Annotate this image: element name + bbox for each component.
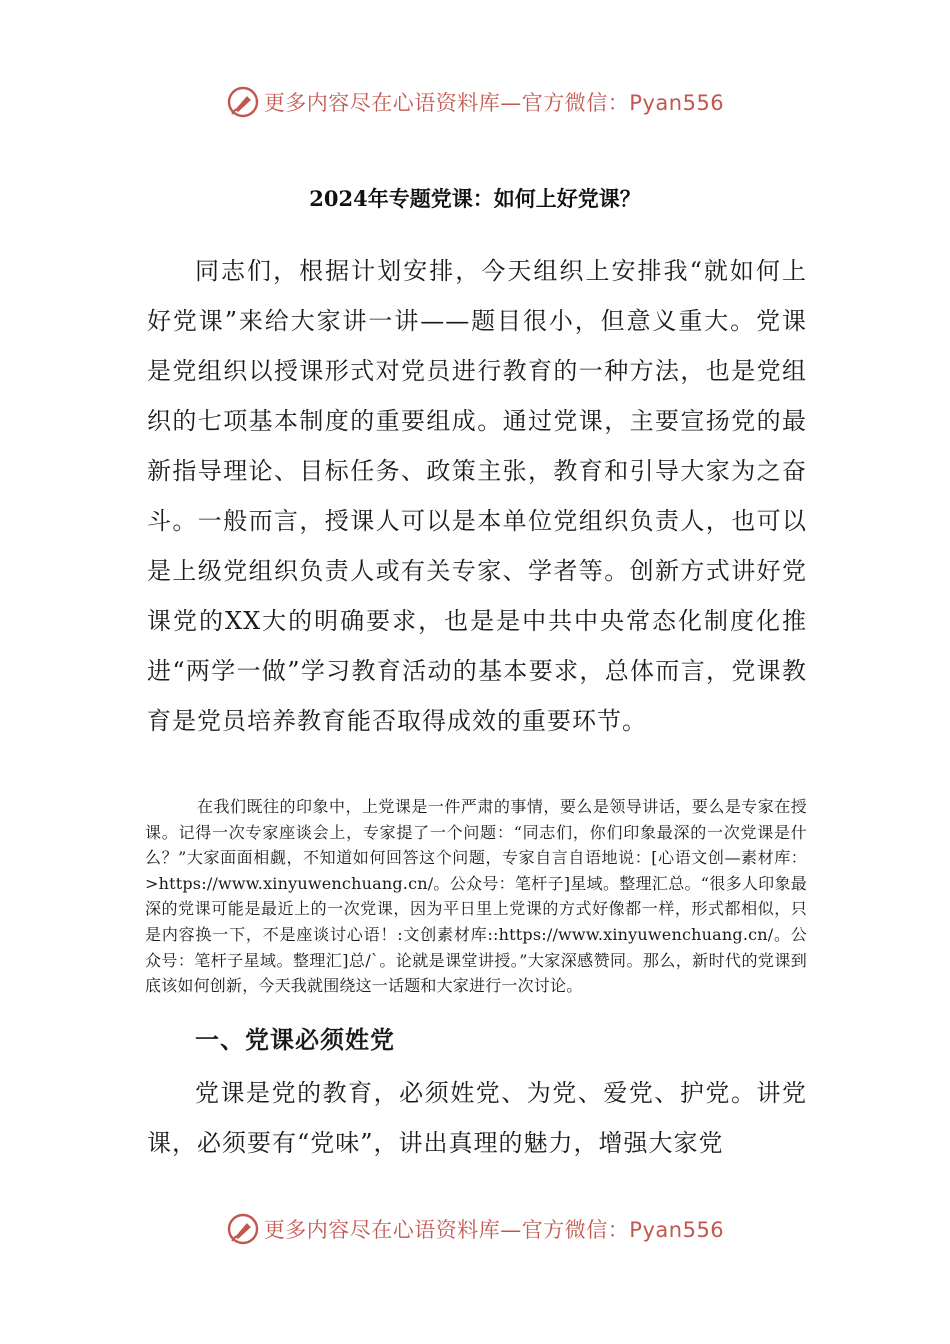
section-heading-1: 一、党课必须姓党 [195,1025,395,1054]
pen-nib-logo-icon [226,85,260,119]
paragraph-section-1: 党课是党的教育，必须姓党、为党、爱党、护党。讲党课，必须要有“党味”，讲出真理的魅力，增强大家党 [147,1079,807,1157]
header-banner [0,80,950,124]
footer-banner-text: 更多内容尽在心语资料库—官方微信：Pyan556 [263,1218,725,1242]
pen-nib-logo-icon [226,1212,260,1246]
paragraph-intro: 同志们，根据计划安排，今天组织上安排我“就如何上好党课”来给大家讲一讲——题目很小，但意义重大。党课是党组织以授课形式对党员进行教育的一种方法，也是党组织的七项基本制度的重要组成。通过党课，主要宣扬党的最新指导理论、目标任务、政策主张，教育和引导大家为之奋斗。一般而言，授课人可以是本单位党组织负责人，也可以是上级党组织负责人或有关专家、学者等。创新方式讲好党课党的XX大的明确要求，也是是中共中央常态化制度化推进“两学一做”学习教育活动的基本要求，总体而言，党课教育是党员培养教育能否取得成效的重要环节。 [147,257,807,735]
footer-banner [0,1207,950,1251]
document-title: 2024年专题党课：如何上好党课？ [309,186,641,211]
header-banner-text: 更多内容尽在心语资料库—官方微信：Pyan556 [263,91,725,115]
paragraph-anecdote: 在我们既往的印象中，上党课是一件严肃的事情，要么是领导讲话，要么是专家在授课。记得一次专家座谈会上，专家提了一个问题：“同志们，你们印象最深的一次党课是什么？”大家面面相觑，不知道如何回答这个问题，专家自言自语地说：[心语文创—素材库：>https://www.xinyuwenchuang.cn/。公众号：笔杆子]星域。整理汇总。“很多人印象最深的党课可能是最近上的一次党课，因为平日里上党课的方式好像都一样，形式都相似，只是内容换一下，不是座谈讨心语！:文创素材库::https://www.xinyuwenchuang.cn/。公众号：笔杆子星域。整理汇]总/`。论就是课堂讲授。”大家深感赞同。那么，新时代的党课到底该如何创新，今天我就围绕这一话题和大家进行一次讨论。 [145,797,807,996]
